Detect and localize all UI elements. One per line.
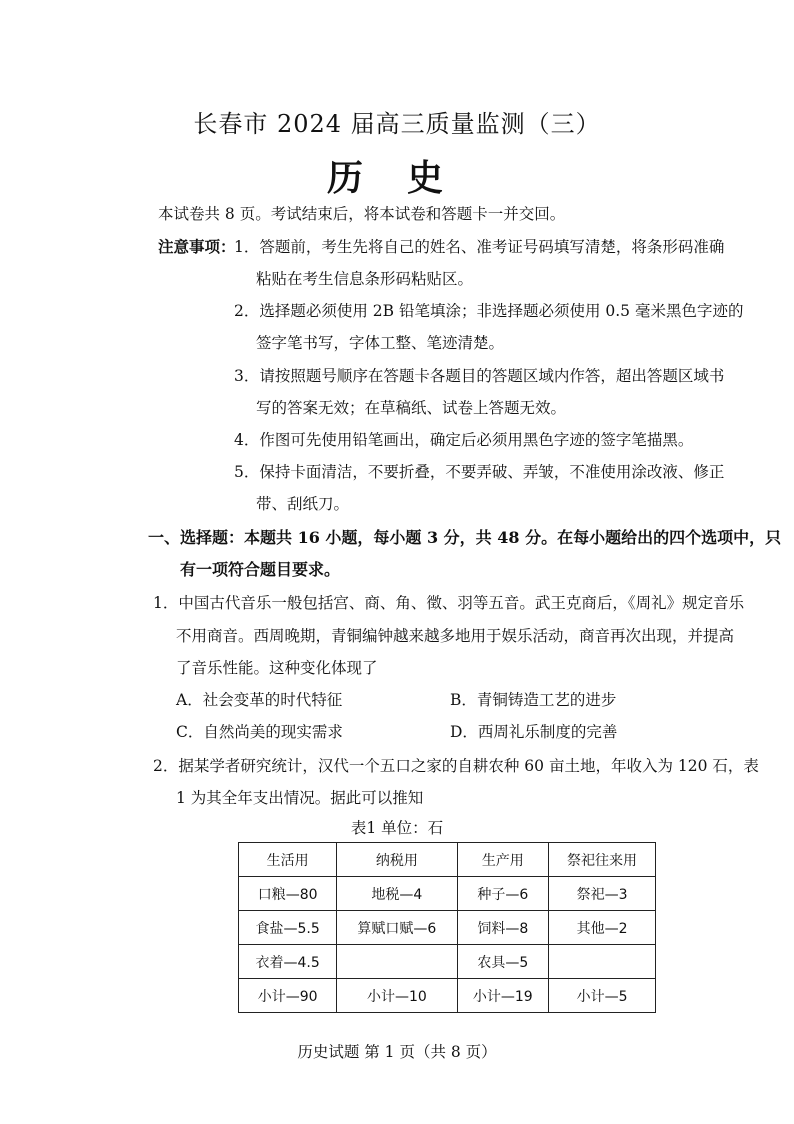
notice-item-3-line-2: 写的答案无效；在草稿纸、试卷上答题无效。: [256, 399, 567, 417]
question-1-line-3: 了音乐性能。这种变化体现了: [176, 659, 378, 677]
question-1-option-a: A．社会变革的时代特征: [176, 691, 343, 709]
table-row: [239, 911, 656, 945]
table-cell: 其他—2: [549, 911, 656, 945]
table-row: [239, 877, 656, 911]
table-cell: 口粮—80: [239, 877, 337, 911]
notice-item-2-line-2: 签字笔书写，字体工整、笔迹清楚。: [256, 334, 505, 352]
notice-item-2-line-1: 2．选择题必须使用 2B 铅笔填涂；非选择题必须使用 0.5 毫米黑色字迹的: [234, 302, 744, 320]
exam-title: 长春市 2024 届高三质量监测（三）: [193, 110, 601, 138]
notice-item-1-line-2: 粘贴在考生信息条形码粘贴区。: [256, 270, 474, 288]
question-1-option-c: C．自然尚美的现实需求: [176, 723, 343, 741]
question-1-line-1: 1．中国古代音乐一般包括宫、商、角、徵、羽等五音。武王克商后，《周礼》规定音乐: [153, 594, 745, 612]
table-cell: 衣着—4.5: [239, 945, 337, 979]
table-cell: 小计—90: [239, 979, 337, 1013]
table-cell: [337, 945, 457, 979]
expense-table: [238, 842, 656, 1013]
question-1-line-2: 不用商音。西周晚期，青铜编钟越来越多地用于娱乐活动，商音再次出现，并提高: [176, 627, 735, 645]
table-cell: 农具—5: [457, 945, 549, 979]
table-row: [239, 979, 656, 1013]
table-caption: 表1 单位：石: [350, 819, 444, 837]
intro-text: 本试卷共 8 页。考试结束后，将本试卷和答题卡一并交回。: [158, 205, 566, 223]
question-2-line-2: 1 为其全年支出情况。据此可以推知: [176, 789, 424, 807]
notice-label: 注意事项：: [158, 237, 236, 256]
page-footer: 历史试题 第 1 页（共 8 页）: [297, 1043, 497, 1061]
section-1-heading-line-1: 一、选择题：本题共 16 小题，每小题 3 分，共 48 分。在每小题给出的四个选项中，只: [148, 528, 782, 547]
table-cell: 饲料—8: [457, 911, 549, 945]
subject-title: 历史: [326, 157, 487, 199]
table-header-cell: 生产用: [457, 843, 549, 877]
notice-item-5-line-1: 5．保持卡面清洁，不要折叠，不要弄破、弄皱，不准使用涂改液、修正: [234, 463, 725, 481]
table-header-cell: 祭祀往来用: [549, 843, 656, 877]
table-cell: 祭祀—3: [549, 877, 656, 911]
table-cell: 小计—10: [337, 979, 457, 1013]
notice-item-4-line-1: 4．作图可先使用铅笔画出，确定后必须用黑色字迹的签字笔描黑。: [234, 431, 694, 449]
table-header-row: [239, 843, 656, 877]
table-row: [239, 945, 656, 979]
table-cell: 算赋口赋—6: [337, 911, 457, 945]
section-1-heading-line-2: 有一项符合题目要求。: [180, 560, 341, 579]
question-1-option-b: B．青铜铸造工艺的进步: [450, 691, 617, 709]
table-cell: 小计—5: [549, 979, 656, 1013]
notice-item-3-line-1: 3．请按照题号顺序在答题卡各题目的答题区域内作答，超出答题区域书: [234, 367, 725, 385]
table-cell: 食盐—5.5: [239, 911, 337, 945]
table-cell: [549, 945, 656, 979]
notice-item-1-line-1: 1．答题前，考生先将自己的姓名、准考证号码填写清楚，将条形码准确: [234, 238, 725, 256]
table-cell: 种子—6: [457, 877, 549, 911]
notice-item-5-line-2: 带、刮纸刀。: [256, 495, 350, 513]
question-2-line-1: 2．据某学者研究统计，汉代一个五口之家的自耕农种 60 亩土地，年收入为 120 石，表: [153, 757, 759, 775]
table-cell: 小计—19: [457, 979, 549, 1013]
table-header-cell: 纳税用: [337, 843, 457, 877]
question-1-option-d: D．西周礼乐制度的完善: [450, 723, 618, 741]
table-header-cell: 生活用: [239, 843, 337, 877]
table-cell: 地税—4: [337, 877, 457, 911]
